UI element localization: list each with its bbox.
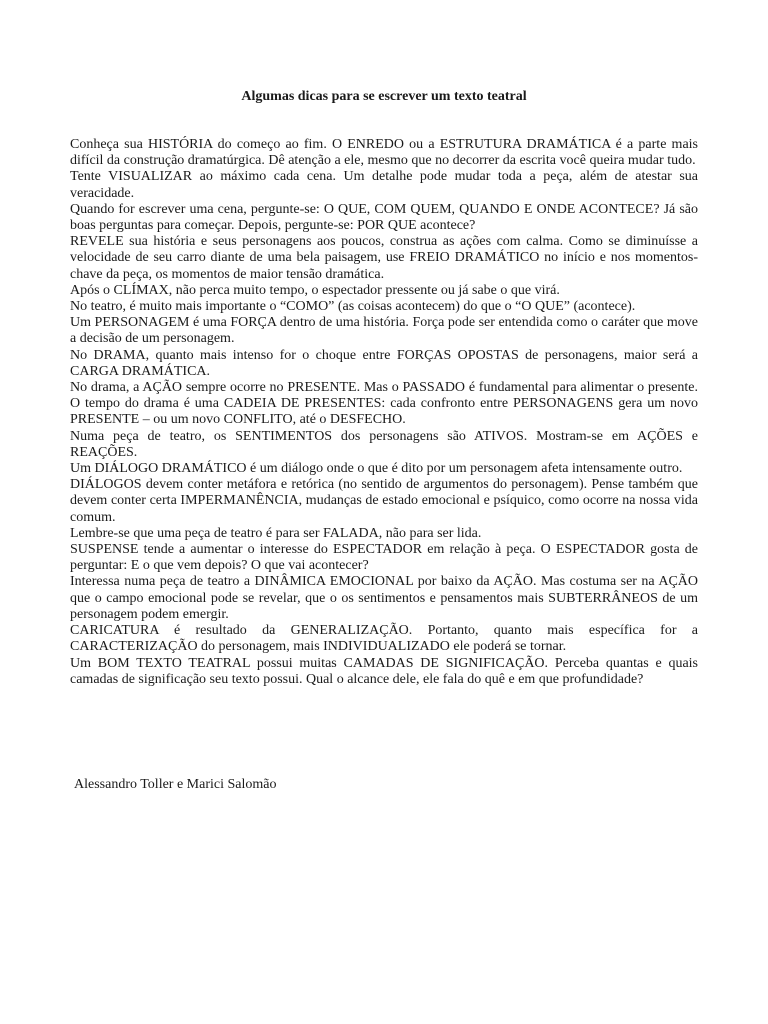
paragraph: Após o CLÍMAX, não perca muito tempo, o espectador pressente ou já sabe o que virá. — [70, 282, 560, 298]
paragraph: Um PERSONAGEM é uma FORÇA dentro de uma história. Força pode ser entendida como o caráter que move a decisão de um personagem. — [70, 315, 698, 347]
paragraph: Um DIÁLOGO DRAMÁTICO é um diálogo onde o que é dito por um personagem afeta intensamente outro. — [70, 461, 683, 477]
paragraph: Numa peça de teatro, os SENTIMENTOS dos personagens são ATIVOS. Mostram-se em AÇÕES e REAÇÕES. — [70, 428, 698, 460]
paragraph: Lembre-se que uma peça de teatro é para ser FALADA, não para ser lida. — [70, 525, 482, 541]
document-title: Algumas dicas para se escrever um texto teatral — [241, 89, 527, 104]
paragraph: Um BOM TEXTO TEATRAL possui muitas CAMADAS DE SIGNIFICAÇÃO. Perceba quantas e quais camadas de significação seu texto possui. Qual o alcance dele, ele fala do quê e em que profundidade? — [70, 655, 698, 687]
paragraph: Quando for escrever uma cena, pergunte-se: O QUE, COM QUEM, QUANDO E ONDE ACONTECE? Já são boas perguntas para começar. Depois, pergunte-se: POR QUE acontece? — [70, 201, 698, 234]
paragraph: SUSPENSE tende a aumentar o interesse do ESPECTADOR em relação à peça. O ESPECTADOR gosta de perguntar: E o que vem depois? O que vai acontecer? — [70, 542, 698, 574]
paragraph: Tente VISUALIZAR ao máximo cada cena. Um detalhe pode mudar toda a peça, além de atestar sua veracidade. — [70, 169, 698, 201]
paragraph: No drama, a AÇÃO sempre ocorre no PRESENTE. Mas o PASSADO é fundamental para alimentar o presente. O tempo do drama é uma CADEIA DE PRESENTES: cada confronto entre PERSONAGENS gera um novo PRESENTE – ou um novo CONFLITO, até o DESFECHO. — [70, 380, 698, 428]
author-signature: Alessandro Toller e Marici Salomão — [74, 777, 277, 792]
document-body — [70, 137, 698, 688]
paragraph: DIÁLOGOS devem conter metáfora e retórica (no sentido de argumentos do personagem). Pense também que devem conter certa IMPERMANÊNCIA, mudanças de estado emocional e psíquico, como ocorre na nossa vida comum. — [70, 477, 698, 525]
paragraph: Conheça sua HISTÓRIA do começo ao fim. O ENREDO ou a ESTRUTURA DRAMÁTICA é a parte mais difícil da construção dramatúrgica. Dê atenção a ele, mesmo que no decorrer da escrita você queira mudar tudo. — [70, 137, 698, 169]
paragraph: No DRAMA, quanto mais intenso for o choque entre FORÇAS OPOSTAS de personagens, maior será a CARGA DRAMÁTICA. — [70, 347, 698, 379]
paragraph: Interessa numa peça de teatro a DINÂMICA EMOCIONAL por baixo da AÇÃO. Mas costuma ser na AÇÃO que o campo emocional pode se revelar, que o os sentimentos e pensamentos mais SUBTERRÂNEOS de um personagem podem emergir. — [70, 574, 698, 622]
paragraph: CARICATURA é resultado da GENERALIZAÇÃO. Portanto, quanto mais específica for a CARACTERIZAÇÃO do personagem, mais INDIVIDUALIZADO ele poderá se tornar. — [70, 623, 698, 655]
paragraph: No teatro, é muito mais importante o “COMO” (as coisas acontecem) do que o “O QUE” (acontece). — [70, 299, 636, 315]
paragraph: REVELE sua história e seus personagens aos poucos, construa as ações com calma. Como se diminuísse a velocidade de seu carro diante de uma bela paisagem, use FREIO DRAMÁTICO no início e nos momentos-chave da peça, os momentos de maior tensão dramática. — [70, 234, 698, 282]
